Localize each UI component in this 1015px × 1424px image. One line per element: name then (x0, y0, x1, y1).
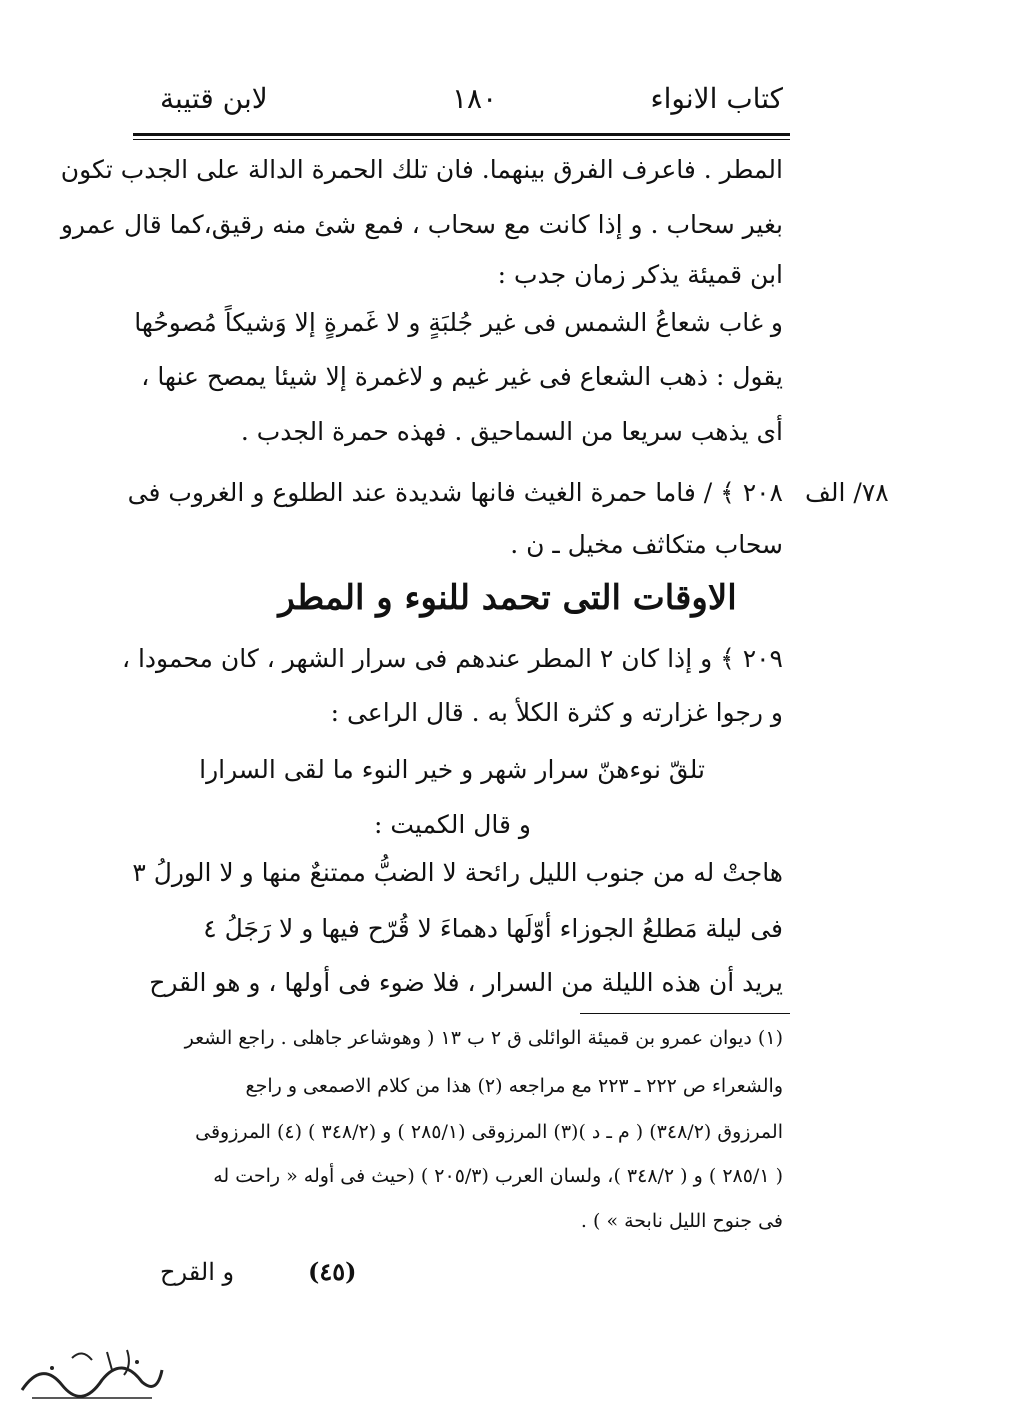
footnote-line-2: والشعراء ص ٢٢٢ ـ ٢٢٣ مع مراجعه (٢) هذا من كلام الاصمعى و راجع (245, 1075, 783, 1097)
para-209-line-1: ٢٠٩ ﴾ و إذا كان ٢ المطر عندهم فى سرار الشهر ، كان محمودا ، (121, 644, 783, 673)
para-208-line-1: ٢٠٨ ﴾ / فاما حمرة الغيث فانها شديدة عند الطلوع و الغروب فى (127, 478, 783, 507)
header-rule-top (133, 133, 790, 136)
header-book-title: كتاب الانواء (650, 82, 783, 115)
footnote-line-5: فى جنوح الليل نابحة » ) . (580, 1210, 783, 1232)
margin-folio-note: ٧٨/ الف (805, 478, 889, 507)
para-209-line-2: و رجوا غزارته و كثرة الكلأ به . قال الراعى : (330, 698, 783, 727)
kumait-intro: و قال الكميت : (374, 810, 531, 839)
footnote-line-1: (١) ديوان عمرو بن قميئة الوائلى ق ٢ ب ١٣ ( وهوشاعر جاهلى . راجع الشعر (184, 1027, 783, 1049)
verse-kumait-1: هاجتْ له من جنوب الليل رائحة لا الضبُّ ممتنعٌ منها و لا الورلُ ٣ (132, 858, 783, 887)
body-line-5: يقول : ذهب الشعاع فى غير غيم و لاغمرة إلا شيئا يمصح عنها ، (141, 362, 783, 391)
body-line-6: أى يذهب سريعا من السماحيق . فهذه حمرة الجدب . (240, 417, 783, 446)
footnote-line-3: المرزوق (٣٤٨/٢) ( م ـ د )(٣) المرزوقى (٢٨٥/١ ) و (٣٤٨/٢ ) (٤) المرزوقى (195, 1121, 783, 1143)
verse-amr: و غاب شعاعُ الشمس فى غير جُلبَةٍ و لا غَمرةٍ إلا وَشيكاً مُصوحُها (134, 308, 783, 337)
header-page-number: ١٨٠ (452, 82, 498, 115)
header-rule-bottom (133, 139, 790, 140)
footer-catchword: و القرح (160, 1258, 235, 1286)
footnote-line-4: ( ٢٨٥/١ ) و ( ٣٤٨/٢ )، ولسان العرب (٢٠٥/٣ ) (حيث فى أوله « راحت له (213, 1165, 783, 1187)
footnote-separator (580, 1013, 790, 1014)
section-title: الاوقات التى تحمد للنوء و المطر (278, 578, 737, 618)
header-author: لابن قتيبة (160, 82, 268, 115)
footer-signature-number: (٤٥) (308, 1257, 357, 1286)
body-line-1: المطر . فاعرف الفرق بينهما. فان تلك الحمرة الدالة على الجدب تكون (60, 155, 783, 184)
body-last-line: يريد أن هذه الليلة من السرار ، فلا ضوء فى أولها ، و هو القرح (149, 968, 783, 997)
verse-raai: تلقّ نوءهنّ سرار شهر و خير النوء ما لقى السرارا (199, 755, 705, 784)
body-line-2: بغير سحاب . و إذا كانت مع سحاب ، فمع شئ منه رقيق،كما قال عمرو (60, 210, 783, 239)
library-stamp-logo (12, 1340, 172, 1410)
verse-kumait-2: فى ليلة مَطلعُ الجوزاء أوّلَها دهماءَ لا قُرّح فيها و لا رَجَلُ ٤ (203, 914, 783, 943)
body-line-3: ابن قميئة يذكر زمان جدب : (497, 260, 783, 289)
para-208-line-2: سحاب متكاثف مخيل ـ ن . (510, 530, 783, 559)
